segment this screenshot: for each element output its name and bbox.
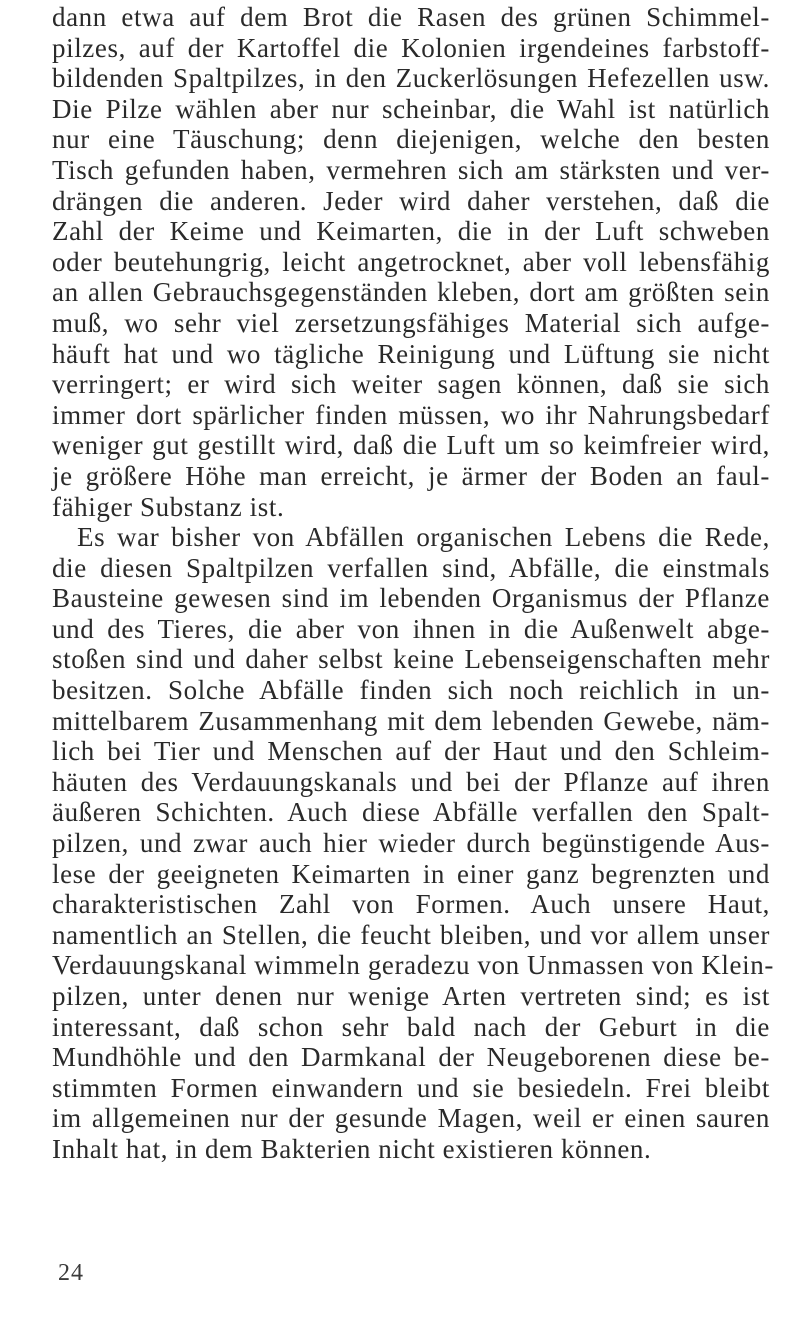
text-line: namentlich an Stellen, die feucht bleiben, und vor allem unser	[52, 919, 770, 950]
paragraph-2	[52, 522, 774, 1164]
text-line: lich bei Tier und Menschen auf der Haut und den Schleim-	[52, 736, 770, 767]
text-line: verringert; er wird sich weiter sagen können, daß sie sich	[52, 369, 770, 400]
text-line: stimmten Formen einwandern und sie besiedeln. Frei bleibt	[52, 1072, 770, 1103]
text-line: im allgemeinen nur der gesunde Magen, weil er einen sauren	[52, 1103, 770, 1134]
text-line: pilzen, unter denen nur wenige Arten vertreten sind; es ist	[52, 981, 770, 1011]
text-line: interessant, daß schon sehr bald nach der Geburt in die	[52, 1011, 770, 1042]
text-line: Zahl der Keime und Keimarten, die in der Luft schweben	[52, 216, 770, 247]
text-line: häuft hat und wo tägliche Reinigung und Lüftung sie nicht	[52, 338, 770, 369]
text-line: Mundhöhle und den Darmkanal der Neugeborenen diese be-	[52, 1042, 770, 1073]
text-line: lese der geeigneten Keimarten in einer ganz begrenzten und	[52, 858, 770, 889]
text-line: die diesen Spaltpilzen verfallen sind, Abfälle, die einstmals	[52, 552, 770, 583]
text-line: nur eine Täuschung; denn diejenigen, welche den besten	[52, 124, 770, 155]
text-line: drängen die anderen. Jeder wird daher verstehen, daß die	[52, 185, 770, 216]
text-line: besitzen. Solche Abfälle finden sich noch reichlich in un-	[52, 675, 770, 706]
text-line: fähiger Substanz ist.	[52, 491, 285, 522]
text-line: dann etwa auf dem Brot die Rasen des grünen Schimmel-	[52, 2, 770, 32]
text-line: charakteristischen Zahl von Formen. Auch unsere Haut,	[52, 889, 770, 920]
text-line: Bausteine gewesen sind im lebenden Organismus der Pflanze	[52, 583, 770, 614]
text-line: stoßen sind und daher selbst keine Lebenseigenschaften mehr	[52, 644, 770, 675]
text-line: weniger gut gestillt wird, daß die Luft um so keimfreier wird,	[52, 430, 770, 461]
page-number: 24	[58, 1260, 84, 1286]
text-line: pilzen, und zwar auch hier wieder durch begünstigende Aus-	[52, 828, 770, 859]
text-line: pilzes, auf der Kartoffel die Kolonien irgendeines farbstoff-	[52, 32, 770, 63]
text-line: oder beutehungrig, leicht angetrocknet, aber voll lebensfähig	[52, 246, 770, 277]
text-line: Die Pilze wählen aber nur scheinbar, die Wahl ist natürlich	[52, 93, 770, 124]
text-line: und des Tieres, die aber von ihnen in die Außenwelt abge-	[52, 613, 770, 644]
text-line: äußeren Schichten. Auch diese Abfälle verfallen den Spalt-	[52, 797, 770, 828]
text-line: je größere Höhe man erreicht, je ärmer der Boden an faul-	[52, 460, 770, 491]
text-line: muß, wo sehr viel zersetzungsfähiges Material sich aufge-	[52, 307, 770, 338]
text-line: mittelbarem Zusammenhang mit dem lebenden Gewebe, näm-	[52, 705, 770, 736]
book-page	[52, 2, 774, 1165]
text-line: häuten des Verdauungskanals und bei der Pflanze auf ihren	[52, 766, 770, 797]
text-line: an allen Gebrauchsgegenständen kleben, dort am größten sein	[52, 277, 770, 308]
text-line: Inhalt hat, in dem Bakterien nicht existieren können.	[52, 1133, 652, 1164]
text-line: Es war bisher von Abfällen organischen Lebens die Rede,	[77, 522, 770, 553]
text-line: Tisch gefunden haben, vermehren sich am stärksten und ver-	[52, 154, 770, 185]
text-line: immer dort spärlicher finden müssen, wo ihr Nahrungsbedarf	[52, 399, 770, 430]
text-line: bildenden Spaltpilzes, in den Zuckerlösungen Hefezellen usw.	[52, 63, 770, 94]
text-line: Verdauungskanal wimmeln geradezu von Unmassen von Klein-	[52, 950, 774, 981]
paragraph-1	[52, 2, 770, 522]
